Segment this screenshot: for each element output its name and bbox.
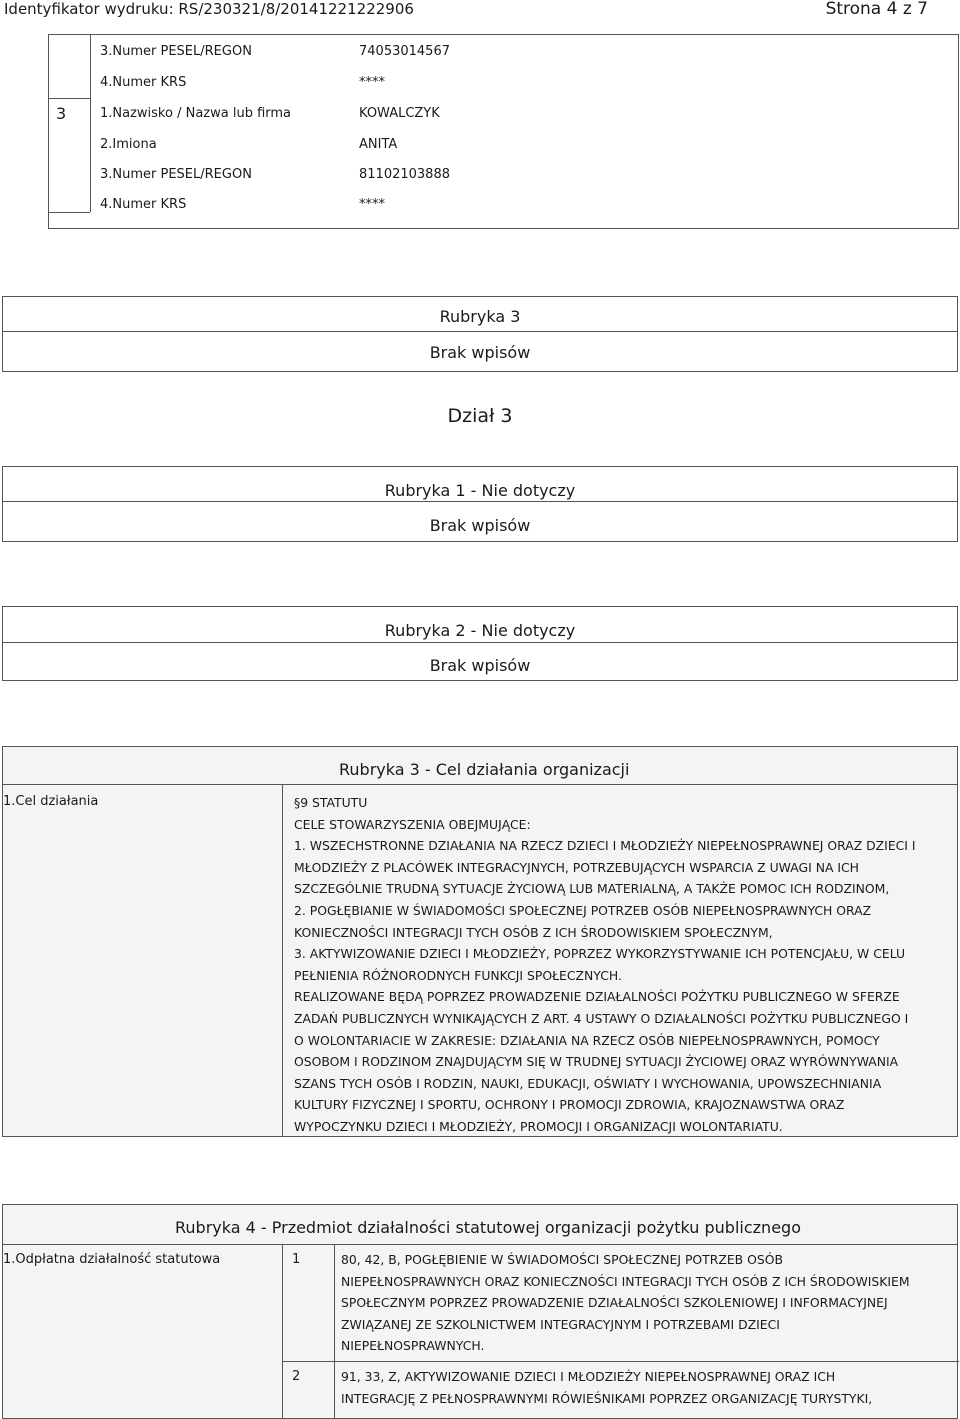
rubryka-1-box xyxy=(2,466,958,542)
cel-line: O WOLONTARIACIE W ZAKRESIE: DZIAŁANIA NA RZECZ OSÓB NIEPEŁNOSPRAWNYCH, POMOCY xyxy=(294,1032,880,1048)
rubryka-4-box xyxy=(2,1204,958,1419)
cel-line: REALIZOWANE BĘDĄ POPRZEZ PROWADZENIE DZIAŁALNOŚCI POŻYTKU PUBLICZNEGO W SFERZE xyxy=(294,989,900,1005)
pesel-label: 3.Numer PESEL/REGON xyxy=(100,44,252,59)
pesel-label: 3.Numer PESEL/REGON xyxy=(100,167,252,182)
krs-label: 4.Numer KRS xyxy=(100,75,187,90)
first-names-label: 2.Imiona xyxy=(100,137,157,152)
item-line: SPOŁECZNYM POPRZEZ PROWADZENIE DZIAŁALNOŚCI SZKOLENIOWEJ I INFORMACYJNEJ xyxy=(341,1295,888,1311)
cel-line: ZADAŃ PUBLICZNYCH WYNIKAJĄCYCH Z ART. 4 USTAWY O DZIAŁALNOŚCI POŻYTKU PUBLICZNEGO I xyxy=(294,1010,909,1026)
krs-value: **** xyxy=(359,197,385,212)
cel-line: SZCZEGÓLNIE TRUDNĄ SYTUACJE ŻYCIOWĄ LUB MATERIALNĄ, A TAKŻE POMOC ICH RODZINOM, xyxy=(294,881,890,897)
rubryka-3-box xyxy=(2,296,958,372)
cel-line: OSOBOM I RODZINOM ZNAJDUJĄCYM SIĘ W TRUDNEJ SYTUACJI ŻYCIOWEJ ORAZ WYRÓWNYWANIA xyxy=(294,1054,899,1070)
cel-line: PEŁNIENIA RÓŻNORODNYCH FUNKCJI SPOŁECZNYCH. xyxy=(294,967,622,983)
rubryka-2-empty: Brak wpisów xyxy=(429,656,531,675)
rubryka-1-title: Rubryka 1 - Nie dotyczy xyxy=(384,481,576,500)
section-title-dzial-3: Dział 3 xyxy=(447,405,513,427)
cel-text xyxy=(294,792,916,1138)
cel-line: KULTURY FIZYCZNEJ I SPORTU, OCHRONY I PROMOCJI ZDROWIA, KRAJOZNAWSTWA ORAZ xyxy=(294,1097,845,1113)
cel-line: CELE STOWARZYSZENIA OBEJMUJĄCE: xyxy=(294,816,531,832)
rubryka-3-empty: Brak wpisów xyxy=(429,343,531,362)
rubryka-3-title: Rubryka 3 xyxy=(439,307,521,326)
item-line: 91, 33, Z, AKTYWIZOWANIE DZIECI I MŁODZIEŻY NIEPEŁNOSPRAWNEJ ORAZ ICH xyxy=(341,1369,836,1384)
surname-value: KOWALCZYK xyxy=(359,106,440,121)
cel-line: WYPOCZYNKU DZIECI I MŁODZIEŻY, PROMOCJI I ORGANIZACJI WOLONTARIATU. xyxy=(294,1118,783,1134)
cel-label: 1.Cel działania xyxy=(3,794,99,809)
rubryka-3-cel-title: Rubryka 3 - Cel działania organizacji xyxy=(339,760,630,779)
cel-line: SZANS TYCH OSÓB I RODZIN, NAUKI, EDUKACJI, OŚWIATY I WYCHOWANIA, UPOWSZECHNIANIA xyxy=(294,1075,882,1091)
item-line: NIEPEŁNOSPRAWNYCH ORAZ KONIECZNOŚCI INTEGRACJI TYCH OSÓB Z ICH ŚRODOWISKIEM xyxy=(341,1273,910,1289)
cel-line: 1. WSZECHSTRONNE DZIAŁANIA NA RZECZ DZIECI I MŁODZIEŻY NIEPEŁNOSPRAWNEJ ORAZ DZIECI I xyxy=(294,838,916,854)
rubryka-3-cel-box xyxy=(2,746,958,1137)
odplatna-label: 1.Odpłatna działalność statutowa xyxy=(3,1252,221,1267)
item-number: 1 xyxy=(292,1252,301,1267)
rubryka-4-title: Rubryka 4 - Przedmiot działalności statutowej organizacji pożytku publicznego xyxy=(175,1218,801,1237)
krs-value: **** xyxy=(359,75,385,90)
krs-label: 4.Numer KRS xyxy=(100,197,187,212)
rubryka-2-box xyxy=(2,606,958,681)
item-text xyxy=(341,1366,872,1409)
rubryka-1-empty: Brak wpisów xyxy=(429,516,531,535)
print-identifier: Identyfikator wydruku: RS/230321/8/20141221222906 xyxy=(4,0,414,18)
surname-label: 1.Nazwisko / Nazwa lub firma xyxy=(100,106,292,121)
item-line: NIEPEŁNOSPRAWNYCH. xyxy=(341,1338,485,1354)
cel-line: KONIECZNOŚCI INTEGRACJI TYCH OSÓB Z ICH ŚRODOWISKIEM SPOŁECZNYM, xyxy=(294,924,773,940)
item-line: INTEGRACJĘ Z PEŁNOSPRAWNYMI RÓWIEŚNIKAMI POPRZEZ ORGANIZACJĘ TURYSTYKI, xyxy=(341,1390,873,1406)
pesel-value: 81102103888 xyxy=(359,167,450,182)
item-line: ZWIĄZANEJ ZE SZKOLNICTWEM INTEGRACYJNYM I POTRZEBAMI DZIECI xyxy=(341,1316,780,1332)
rubryka-2-title: Rubryka 2 - Nie dotyczy xyxy=(384,621,576,640)
first-names-value: ANITA xyxy=(359,137,398,152)
person-number: 3 xyxy=(56,104,67,123)
item-line: 80, 42, B, POGŁĘBIENIE W ŚWIADOMOŚCI SPOŁECZNEJ POTRZEB OSÓB xyxy=(341,1252,783,1267)
pesel-value: 74053014567 xyxy=(359,44,450,59)
item-text xyxy=(341,1249,910,1357)
item-number: 2 xyxy=(292,1369,301,1384)
cel-line: §9 STATUTU xyxy=(294,795,368,810)
cel-line: MŁODZIEŻY Z PLACÓWEK INTEGRACYJNYCH, POTRZEBUJĄCYCH WSPARCIA Z UWAGI NA ICH xyxy=(294,859,860,875)
cel-line: 2. POGŁĘBIANIE W ŚWIADOMOŚCI SPOŁECZNEJ POTRZEB OSÓB NIEPEŁNOSPRAWNYCH ORAZ xyxy=(294,902,872,918)
cel-line: 3. AKTYWIZOWANIE DZIECI I MŁODZIEŻY, POPRZEZ WYKORZYSTYWANIE ICH POTENCJAŁU, W CELU xyxy=(294,946,906,962)
page-number: Strona 4 z 7 xyxy=(825,0,928,19)
